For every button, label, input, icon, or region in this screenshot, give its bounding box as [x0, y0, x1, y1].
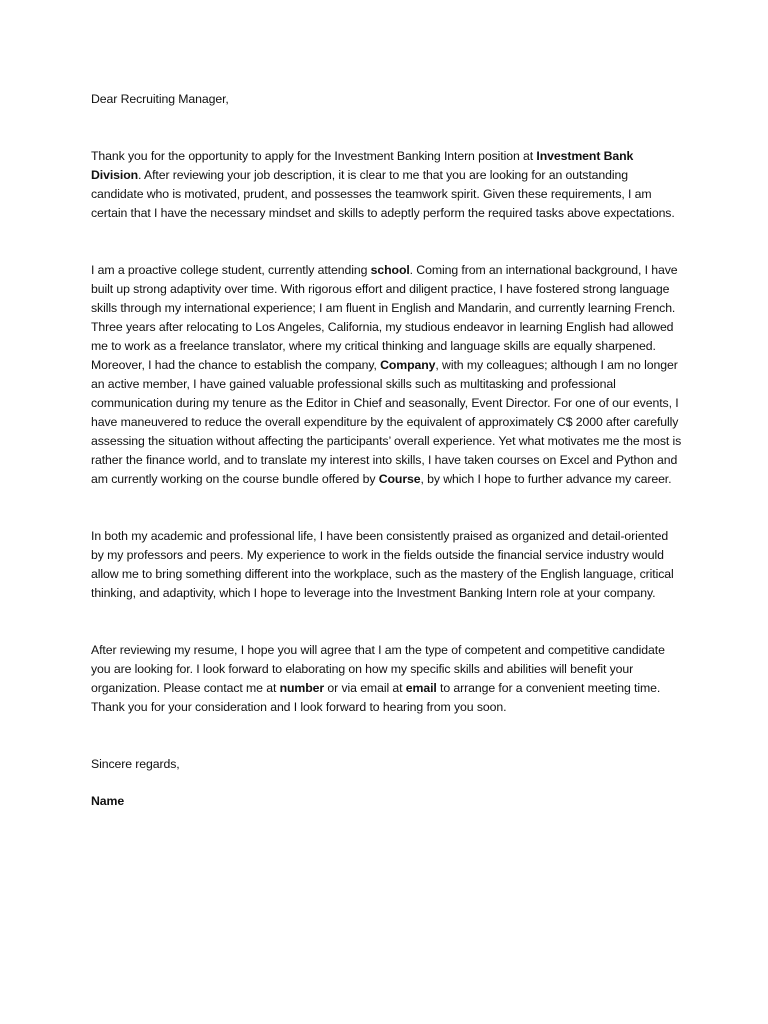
text-run-bold: school	[370, 263, 410, 277]
paragraph-background	[91, 261, 683, 489]
text-run: or via email at	[324, 681, 406, 695]
letter-closing: Sincere regards,	[91, 757, 180, 771]
text-run: In both my academic and professional life, I have been consistently praised as organized and detail-oriented by my professors and peers. My experience to work in the fields outside the financial service industry would allow me to bring something different into the workplace, such as the mastery of the English language, critical thinking, and adaptivity, which I hope to leverage into the Investment Banking Intern role at your company.	[91, 529, 674, 600]
text-run-bold: email	[405, 681, 437, 695]
text-run-bold: Company	[380, 358, 436, 372]
text-run: . After reviewing your job description, it is clear to me that you are looking for an outstanding candidate who is motivated, prudent, and possesses the teamwork spirit. Given these requirements, I am certain that I have the necessary mindset and skills to adeptly perform the required tasks above expectations.	[91, 168, 675, 220]
text-run-bold: Course	[378, 472, 421, 486]
text-run-bold: number	[279, 681, 325, 695]
paragraph-contact	[91, 641, 683, 717]
text-run-bold: Investment Bank Division	[91, 149, 634, 182]
text-run: , with my colleagues; although I am no longer an active member, I have gained valuable professional skills such as multitasking and professional communication during my tenure as the Editor in Chief and seasonally, Event Director. For one of our events, I have maneuvered to reduce the overall expenditure by the equivalent of approximately C$ 2000 after carefully assessing the situation without affecting the participants’ overall experience. Yet what motivates me the most is rather the finance world, and to translate my interest into skills, I have taken courses on Excel and Python and am currently working on the course bundle offered by	[91, 358, 682, 486]
paragraph-intro	[91, 147, 683, 223]
paragraph-skills	[91, 527, 683, 603]
letter-signature: Name	[91, 794, 125, 808]
text-run: Thank you for the opportunity to apply for the Investment Banking Intern position at	[91, 149, 537, 163]
text-run: . Coming from an international background, I have built up strong adaptivity over time. With rigorous effort and diligent practice, I have fostered strong language skills through my international experience; I am fluent in English and Mandarin, and currently learning French. Three years after relocating to Los Angeles, California, my studious endeavor in learning English had allowed me to work as a freelance translator, where my critical thinking and language skills are equally sharpened. Moreover, I had the chance to establish the company,	[91, 263, 678, 372]
text-run: , by which I hope to further advance my career.	[420, 472, 672, 486]
text-run: I am a proactive college student, currently attending	[91, 263, 371, 277]
letter-greeting: Dear Recruiting Manager,	[91, 92, 229, 106]
text-run: to arrange for a convenient meeting time. Thank you for your consideration and I look forward to hearing from you soon.	[91, 681, 661, 714]
cover-letter	[91, 90, 683, 811]
text-run: After reviewing my resume, I hope you will agree that I am the type of competent and competitive candidate you are looking for. I look forward to elaborating on how my specific skills and abilities will benefit your organization. Please contact me at	[91, 643, 665, 695]
